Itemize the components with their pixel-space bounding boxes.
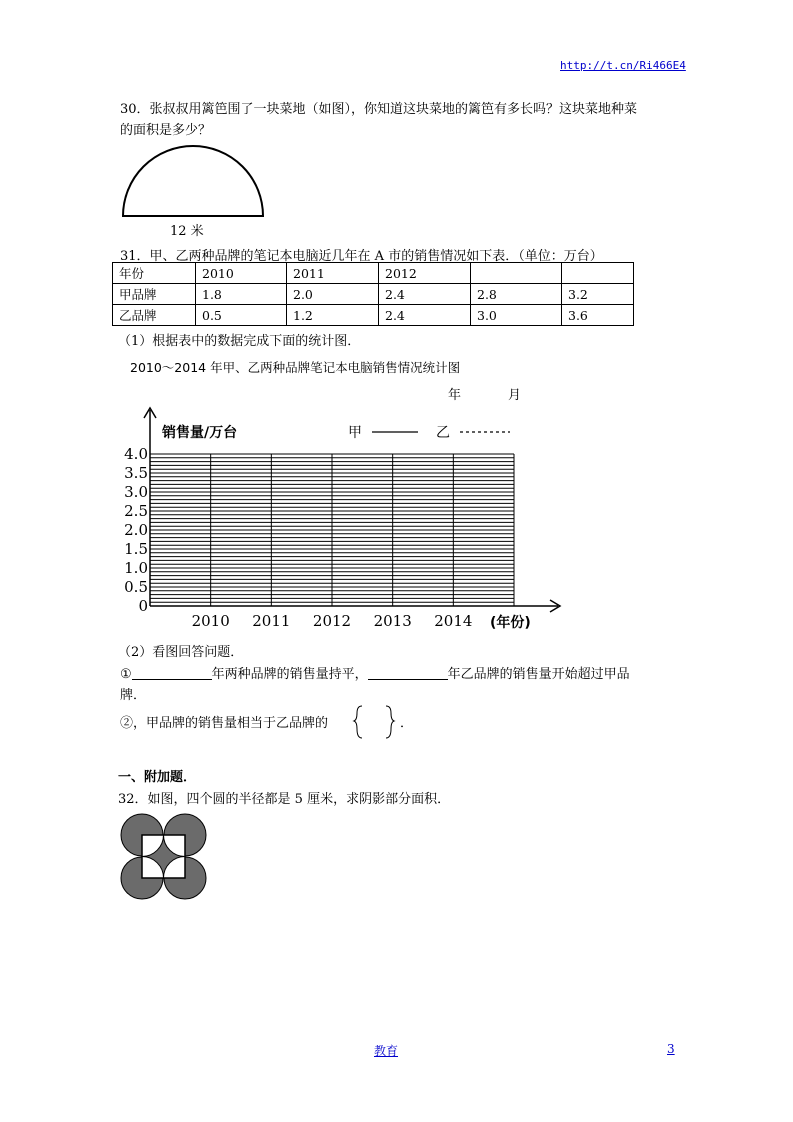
table-cell: [562, 263, 634, 284]
q32-text: 32．如图，四个圆的半径都是 5 厘米，求阴影部分面积．: [118, 792, 451, 807]
item2-end: ．: [400, 716, 414, 731]
y-tick-label: 3.5: [124, 464, 148, 482]
table-cell: 2.0: [287, 284, 379, 305]
sales-table: [112, 262, 634, 326]
q31-text: 31．甲、乙两种品牌的笔记本电脑近几年在 A 市的销售情况如下表．（单位：万台）: [120, 249, 603, 264]
footer-link[interactable]: 教育: [374, 1044, 399, 1058]
chart-title: 2010～2014 年甲、乙两种品牌笔记本电脑销售情况统计图: [130, 360, 461, 375]
y-tick-label: 1.5: [124, 540, 148, 558]
table-cell: [471, 263, 562, 284]
y-tick-label: 4.0: [124, 445, 148, 463]
q31-item1: [120, 663, 630, 682]
item1-text-c: 年乙品牌的销售量开始超过甲品: [447, 667, 630, 682]
answer-blank-1[interactable]: [132, 665, 212, 680]
section-title: 一、附加题．: [118, 770, 197, 785]
legend-label-a: 甲: [348, 425, 362, 441]
table-row: [113, 263, 634, 284]
q30-text-line2: 的面积是多少？: [120, 123, 212, 138]
table-cell: 2010: [196, 263, 287, 284]
item2-text: ②，甲品牌的销售量相当于乙品牌的: [120, 716, 329, 731]
answer-blank-2[interactable]: [368, 665, 448, 680]
q30-figure-label: 12 米: [170, 224, 204, 239]
x-tick-label: 2014: [434, 612, 473, 630]
y-tick-label: 1.0: [124, 559, 148, 577]
q31-part2: （2）看图回答问题．: [118, 645, 244, 660]
semicircle-figure: [118, 143, 268, 221]
x-tick-label: 2010: [191, 612, 230, 630]
table-cell: 3.0: [471, 305, 562, 326]
y-tick-label: 3.0: [124, 483, 148, 501]
y-tick-label: 0.5: [124, 578, 148, 596]
y-tick-label: 2.5: [124, 502, 148, 520]
item1-marker: ①: [120, 667, 132, 682]
table-cell: 2.4: [379, 305, 471, 326]
page-number[interactable]: 3: [667, 1042, 675, 1056]
chart-svg: [110, 400, 580, 635]
table-cell: 1.2: [287, 305, 379, 326]
table-cell: 0.5: [196, 305, 287, 326]
q31-item2: [120, 712, 328, 731]
fraction-blank[interactable]: [352, 704, 400, 740]
semicircle-arc: [123, 146, 263, 216]
q30-text-line1: 30．张叔叔用篱笆围了一块菜地（如图），你知道这块菜地的篱笆有多长吗？这块菜地种菜: [120, 102, 638, 117]
table-cell: 3.2: [562, 284, 634, 305]
table-cell: 甲品牌: [113, 284, 196, 305]
y-tick-label: 0: [138, 597, 148, 615]
table-cell: 3.6: [562, 305, 634, 326]
x-tick-label: 2013: [373, 612, 412, 630]
chart-date-month: 月: [508, 388, 522, 403]
table-cell: 2011: [287, 263, 379, 284]
legend-label-b: 乙: [436, 425, 450, 441]
table-cell: 2012: [379, 263, 471, 284]
x-axis-label: (年份): [490, 615, 531, 631]
table-cell: 乙品牌: [113, 305, 196, 326]
table-row: [113, 284, 634, 305]
header-link[interactable]: http://t.cn/Ri466E4: [560, 59, 686, 72]
q31-item1-cont: 牌．: [120, 688, 147, 703]
y-tick-label: 2.0: [124, 521, 148, 539]
q31-part1: （1）根据表中的数据完成下面的统计图．: [118, 334, 361, 349]
table-cell: 2.8: [471, 284, 562, 305]
table-cell: 年份: [113, 263, 196, 284]
chart-date-year: 年: [448, 388, 462, 403]
table-cell: 1.8: [196, 284, 287, 305]
x-tick-label: 2011: [252, 612, 291, 630]
table-cell: 2.4: [379, 284, 471, 305]
four-circles-figure: [120, 812, 212, 904]
x-tick-label: 2012: [312, 612, 352, 630]
y-axis-label: 销售量/万台: [162, 425, 238, 441]
table-row: [113, 305, 634, 326]
item1-text-b: 年两种品牌的销售量持平，: [211, 667, 368, 682]
